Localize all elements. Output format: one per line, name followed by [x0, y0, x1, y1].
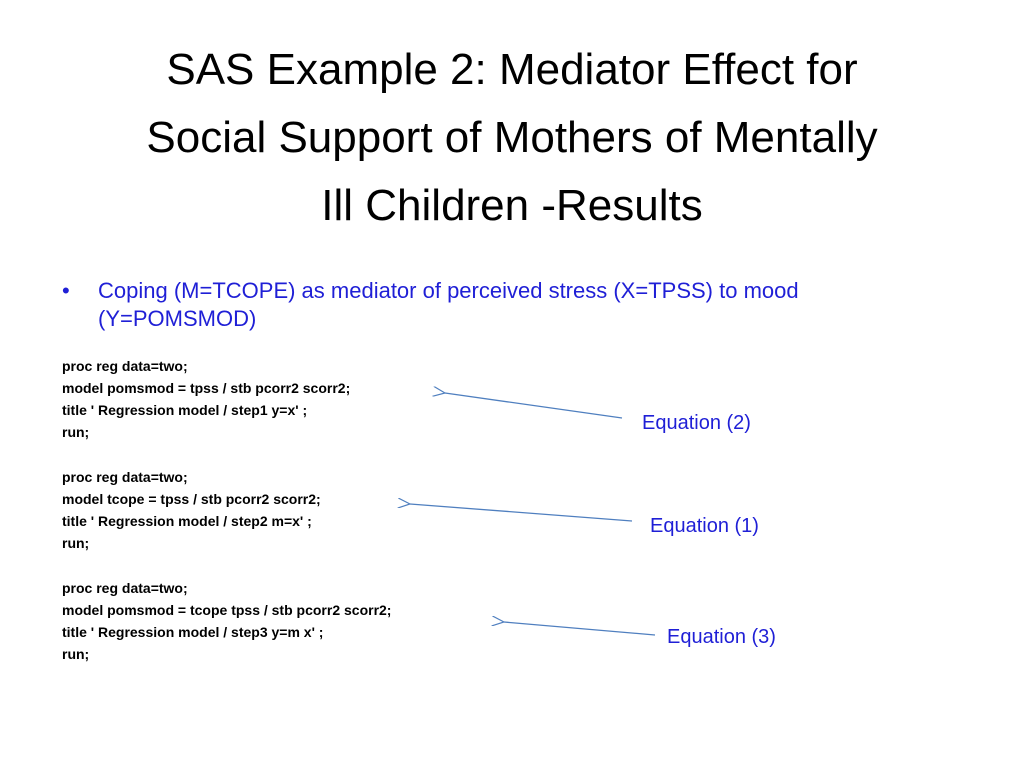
code-line: run; — [62, 424, 90, 440]
arrow-equation-3 — [504, 622, 655, 635]
equation-2-label: Equation (2) — [642, 412, 751, 434]
code-line: run; — [62, 646, 90, 662]
arrow-equation-1 — [410, 504, 632, 521]
code-line: proc reg data=two; — [62, 358, 188, 374]
code-line: proc reg data=two; — [62, 469, 188, 485]
code-line: proc reg data=two; — [62, 580, 188, 596]
code-block-step2 — [62, 466, 321, 554]
code-line: title ' Regression model / step2 m=x' ; — [62, 513, 312, 529]
equation-1-label: Equation (1) — [650, 515, 759, 537]
code-line: model pomsmod = tpss / stb pcorr2 scorr2; — [62, 380, 351, 396]
bullet-point — [62, 277, 942, 333]
bullet-text: Coping (M=TCOPE) as mediator of perceived stress (X=TPSS) to mood (Y=POMSMOD) — [98, 278, 799, 331]
code-line: title ' Regression model / step3 y=m x' ; — [62, 624, 324, 640]
code-line: model tcope = tpss / stb pcorr2 scorr2; — [62, 491, 321, 507]
title-line-3: Ill Children -Results — [321, 181, 703, 230]
code-block-step3 — [62, 577, 391, 665]
code-line: title ' Regression model / step1 y=x' ; — [62, 402, 308, 418]
arrow-equation-2 — [445, 393, 622, 418]
code-line: model pomsmod = tcope tpss / stb pcorr2 scorr2; — [62, 602, 392, 618]
title-line-1: SAS Example 2: Mediator Effect for — [166, 45, 858, 94]
code-block-step1 — [62, 355, 350, 443]
slide-title — [40, 36, 984, 240]
bullet-marker: • — [62, 278, 70, 303]
code-line: run; — [62, 535, 90, 551]
equation-3-label: Equation (3) — [667, 626, 776, 648]
title-line-2: Social Support of Mothers of Mentally — [146, 113, 878, 162]
